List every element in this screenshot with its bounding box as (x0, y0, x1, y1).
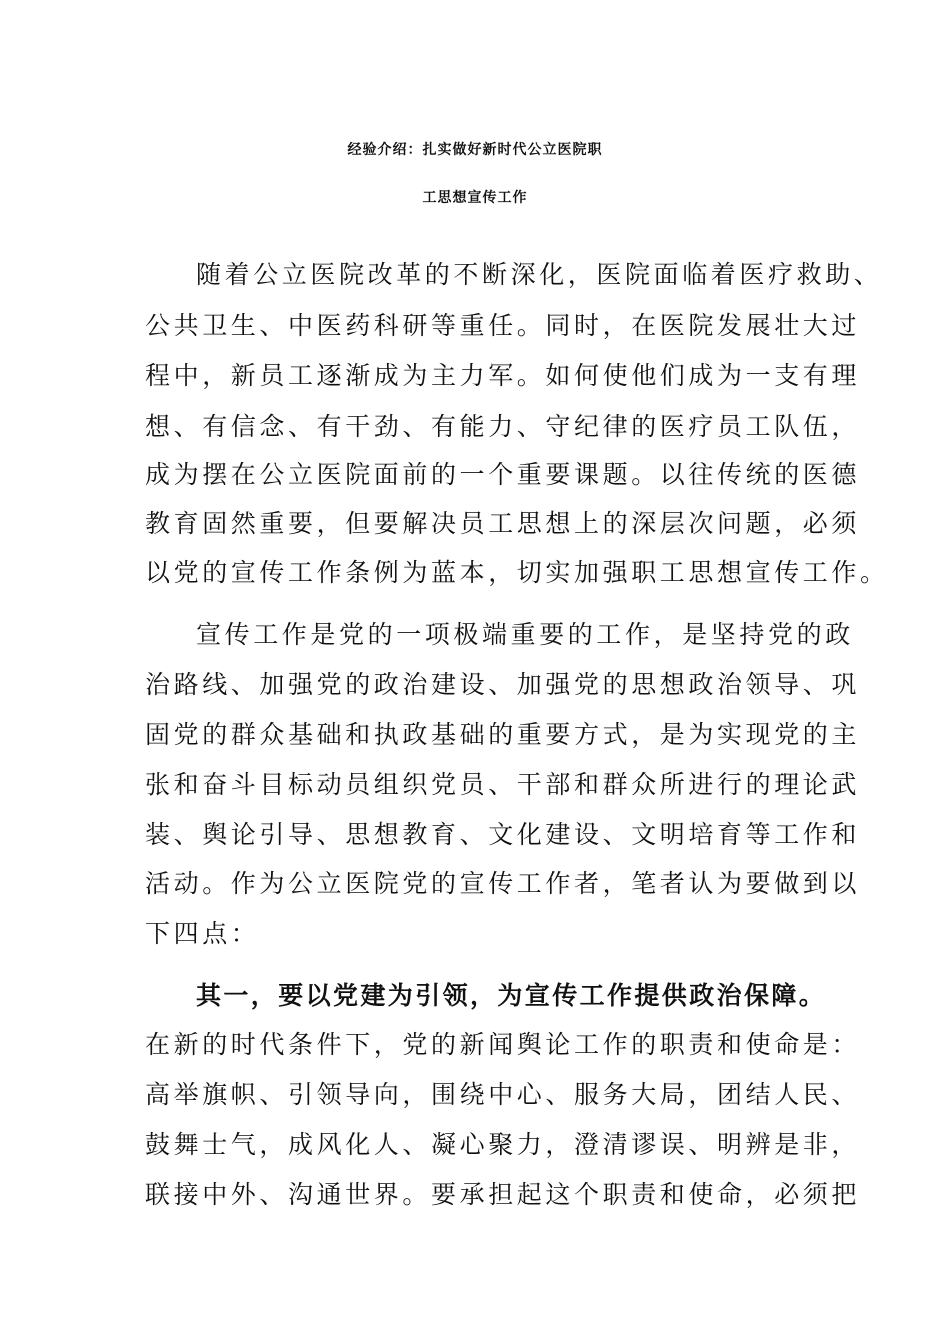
paragraph-3-line-3: 鼓舞士气，成风化人、凝心聚力，澄清谬误、明辨是非， (145, 1130, 861, 1159)
paragraph-3-line-4: 联接中外、沟通世界。要承担起这个职责和使命，必须把 (145, 1180, 861, 1209)
paragraph-2-line-1: 宣传工作是党的一项极端重要的工作，是坚持党的政 (196, 620, 854, 649)
document-title-line-1: 经验介绍：扎实做好新时代公立医院职 (347, 142, 603, 158)
paragraph-2-line-6: 活动。作为公立医院党的宣传工作者，笔者认为要做到以 (145, 869, 861, 898)
paragraph-1-line-6: 教育固然重要，但要解决员工思想上的深层次问题，必须 (145, 509, 861, 538)
paragraph-2-line-5: 装、舆论引导、思想教育、文化建设、文明培育等工作和 (145, 820, 861, 849)
paragraph-2-line-7: 下四点： (145, 919, 260, 948)
paragraph-1-line-1: 随着公立医院改革的不断深化，医院面临着医疗救助、 (196, 260, 883, 289)
paragraph-3-line-1: 在新的时代条件下，党的新闻舆论工作的职责和使命是： (145, 1030, 861, 1059)
paragraph-1-line-7: 以党的宣传工作条例为蓝本，切实加强职工思想宣传工作。 (145, 558, 889, 587)
paragraph-1-line-2: 公共卫生、中医药科研等重任。同时，在医院发展壮大过 (145, 311, 861, 340)
paragraph-1-line-5: 成为摆在公立医院面前的一个重要课题。以往传统的医德 (145, 460, 861, 489)
paragraph-1-line-4: 想、有信念、有干劲、有能力、守纪律的医疗员工队伍， (145, 412, 861, 441)
paragraph-2-line-2: 治路线、加强党的政治建设、加强党的思想政治领导、巩 (145, 670, 861, 699)
section-1-heading: 其一，要以党建为引领，为宣传工作提供政治保障。 (196, 981, 827, 1010)
paragraph-2-line-4: 张和奋斗目标动员组织党员、干部和群众所进行的理论武 (145, 770, 861, 799)
paragraph-1-line-3: 程中，新员工逐渐成为主力军。如何使他们成为一支有理 (145, 361, 861, 390)
paragraph-2-line-3: 固党的群众基础和执政基础的重要方式，是为实现党的主 (145, 720, 861, 749)
document-title-line-2: 工思想宣传工作 (422, 190, 528, 206)
paragraph-3-line-2: 高举旗帜、引领导向，围绕中心、服务大局，团结人民、 (145, 1080, 861, 1109)
